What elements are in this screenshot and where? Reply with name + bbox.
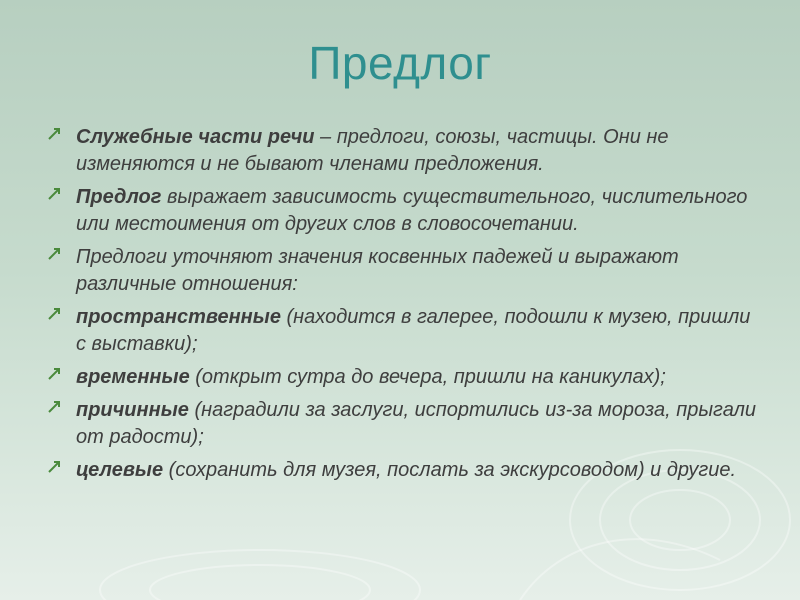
bullet-item xyxy=(46,397,756,451)
bullet-bold: целевые xyxy=(76,459,164,481)
bullet-bold: временные xyxy=(76,366,190,388)
bullet-item xyxy=(46,184,756,238)
arrow-bullet-icon xyxy=(48,188,60,200)
bullet-bold: пространственные xyxy=(76,306,281,328)
bullet-text: (находится в галерее, подошли к музею, пришли с выставки); xyxy=(76,306,751,355)
arrow-bullet-icon xyxy=(48,368,60,380)
arrow-bullet-icon xyxy=(48,128,60,140)
arrow-bullet-icon xyxy=(48,401,60,413)
bullet-item xyxy=(46,244,756,298)
bullet-item xyxy=(46,457,756,484)
bullet-bold: Предлог xyxy=(76,186,162,208)
arrow-bullet-icon xyxy=(48,308,60,320)
bullet-text: – предлоги, союзы, частицы. Они не изменяются и не бывают членами предложения. xyxy=(76,126,669,175)
slide-title: Предлог xyxy=(308,37,492,89)
bullet-bold: Служебные части речи xyxy=(76,126,315,148)
bullet-text: (сохранить для музея, послать за экскурсоводом) и другие. xyxy=(163,459,737,481)
arrow-bullet-icon xyxy=(48,248,60,260)
bullet-text: (наградили за заслуги, испортились из-за мороза, прыгали от радости); xyxy=(76,399,756,448)
bullet-text: Предлоги уточняют значения косвенных падежей и выражают различные отношения: xyxy=(76,246,679,295)
arrow-bullet-icon xyxy=(48,461,60,473)
bullet-bold: причинные xyxy=(76,399,189,421)
bullet-text: выражает зависимость существительного, числительного или местоимения от других слов в словосочетании. xyxy=(76,186,748,235)
bullet-item xyxy=(46,124,756,178)
bullet-item xyxy=(46,364,756,391)
bullet-text: (открыт сутра до вечера, пришли на каникулах); xyxy=(189,366,666,388)
bullet-list xyxy=(46,124,756,490)
bullet-item xyxy=(46,304,756,358)
